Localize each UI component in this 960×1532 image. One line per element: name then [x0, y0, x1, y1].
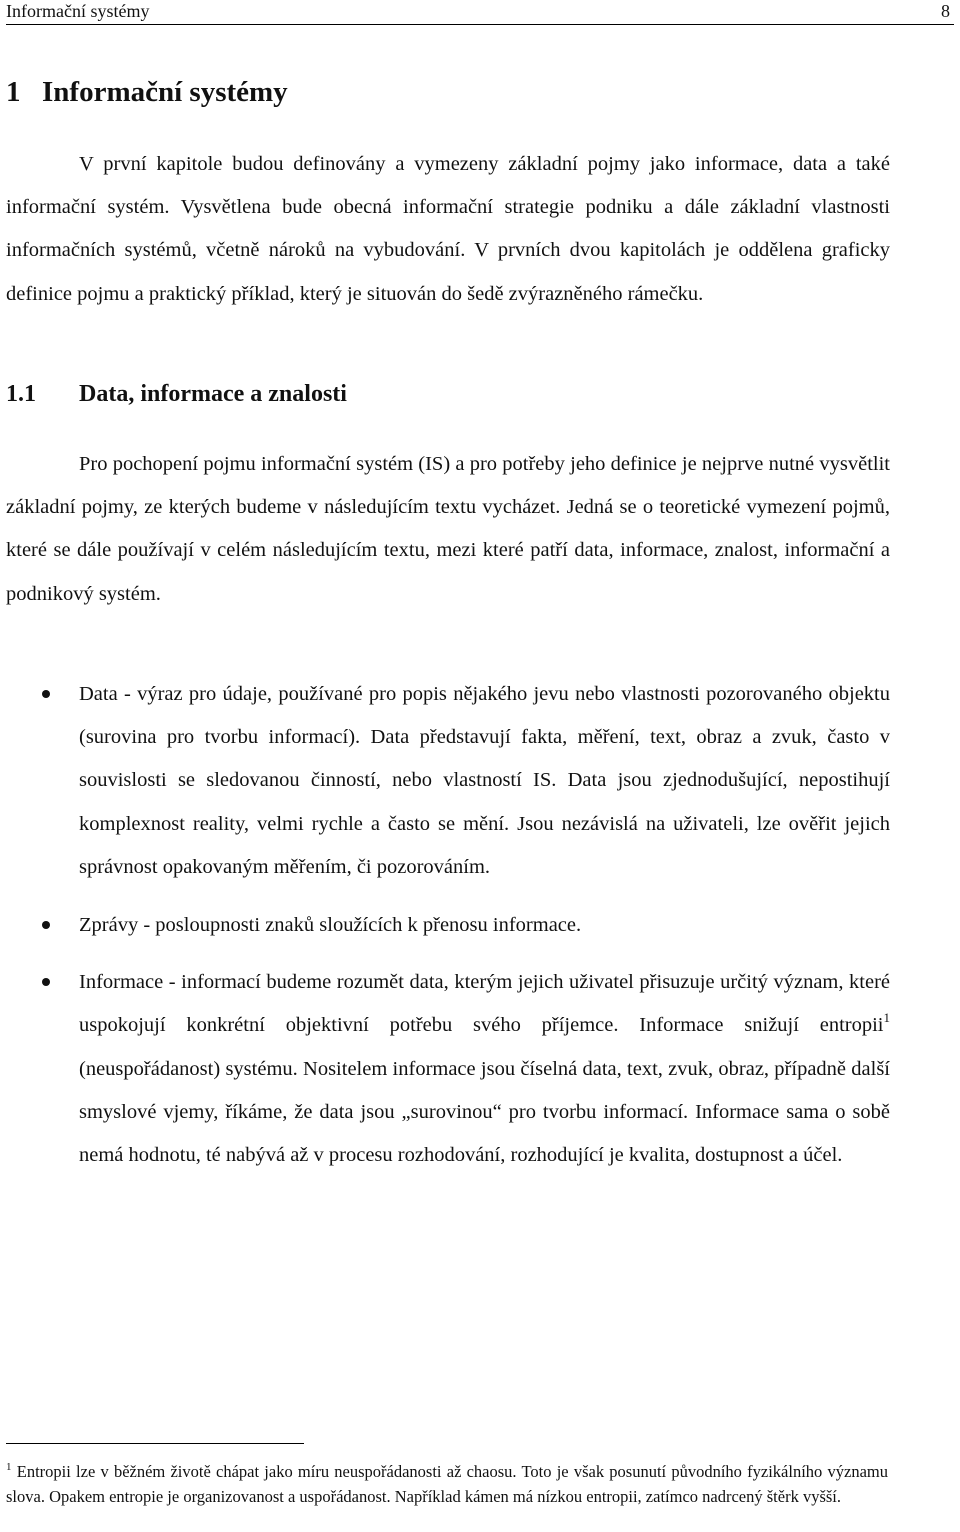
chapter-title: Informační systémy [42, 76, 288, 108]
definition-list [6, 673, 890, 1192]
list-item [6, 961, 890, 1177]
footnote-text: Entropii lze v běžném životě chápat jako míru neuspořádanosti až chaosu. Toto je však posunutí původního fyzikálního významu slova. Opakem entropie je organizovanost a uspořádanost. Například kámen má nízkou entropii, zatímco nadrcený štěrk vyšší. [6, 1462, 889, 1506]
list-item-text: Data - výraz pro údaje, používané pro popis nějakého jevu nebo vlastnosti pozorovaného objektu (surovina pro tvorbu informací). Data představují fakta, měření, text, obraz a zvuk, často v souvislosti se sledovanou činností, nebo vlastností IS. Data jsou zjednodušující, nepostihují komplexnost reality, velmi rychle a často se mění. Jsou nezávislá na uživateli, lze ověřit jejich správnost opakovaným měřením, či pozorováním. [79, 683, 890, 878]
footnote-marker: 1 [6, 1461, 12, 1473]
chapter-number: 1 [6, 76, 21, 108]
list-item-text: Zprávy - posloupnosti znaků sloužících k přenosu informace. [79, 913, 582, 936]
chapter-heading [6, 72, 288, 112]
bullet-icon [42, 690, 50, 698]
section-number: 1.1 [6, 381, 36, 407]
list-item [6, 904, 890, 947]
footnote-separator [6, 1443, 304, 1444]
list-item-text: Informace - informací budeme rozumět data, kterým jejich uživatel přisuzuje určitý význam, které uspokojují konkrétní objektivní potřebu svého příjemce. Informace snižují entropii [79, 971, 890, 1037]
page-number: 8 [941, 1, 950, 21]
running-header [6, 0, 954, 25]
section-title: Data, informace a znalosti [79, 381, 347, 407]
footnote [6, 1459, 888, 1509]
section-intro-paragraph: Pro pochopení pojmu informační systém (IS) a pro potřeby jeho definice je nejprve nutné vysvětlit základní pojmy, ze kterých budeme v následujícím textu vycházet. Jedná se o teoretické vymezení pojmů, které se dále používají v celém následujícím textu, mezi které patří data, informace, znalost, informační a podnikový systém. [6, 453, 890, 605]
bullet-icon [42, 921, 50, 929]
chapter-intro-paragraph: V první kapitole budou definovány a vymezeny základní pojmy jako informace, data a také informační systém. Vysvětlena bude obecná informační strategie podniku a dále základní vlastnosti informačních systémů, včetně nároků na vybudování. V prvních dvou kapitolách je oddělena graficky definice pojmu a praktický příklad, který je situován do šedě zvýrazněného rámečku. [6, 153, 890, 305]
list-item [6, 673, 890, 889]
list-item-text-continued: (neuspořádanost) systému. Nositelem informace jsou číselná data, text, zvuk, obraz, případně další smyslové vjemy, říkáme, že data jsou „surovinou“ pro tvorbu informací. Informace sama o sobě nemá hodnotu, té nabývá až v procesu rozhodování, rozhodující je kvalita, dostupnost a účel. [79, 1057, 890, 1167]
section-heading [6, 376, 347, 412]
footnote-reference[interactable]: 1 [883, 1010, 890, 1026]
bullet-icon [42, 978, 50, 986]
header-title: Informační systémy [6, 1, 150, 21]
